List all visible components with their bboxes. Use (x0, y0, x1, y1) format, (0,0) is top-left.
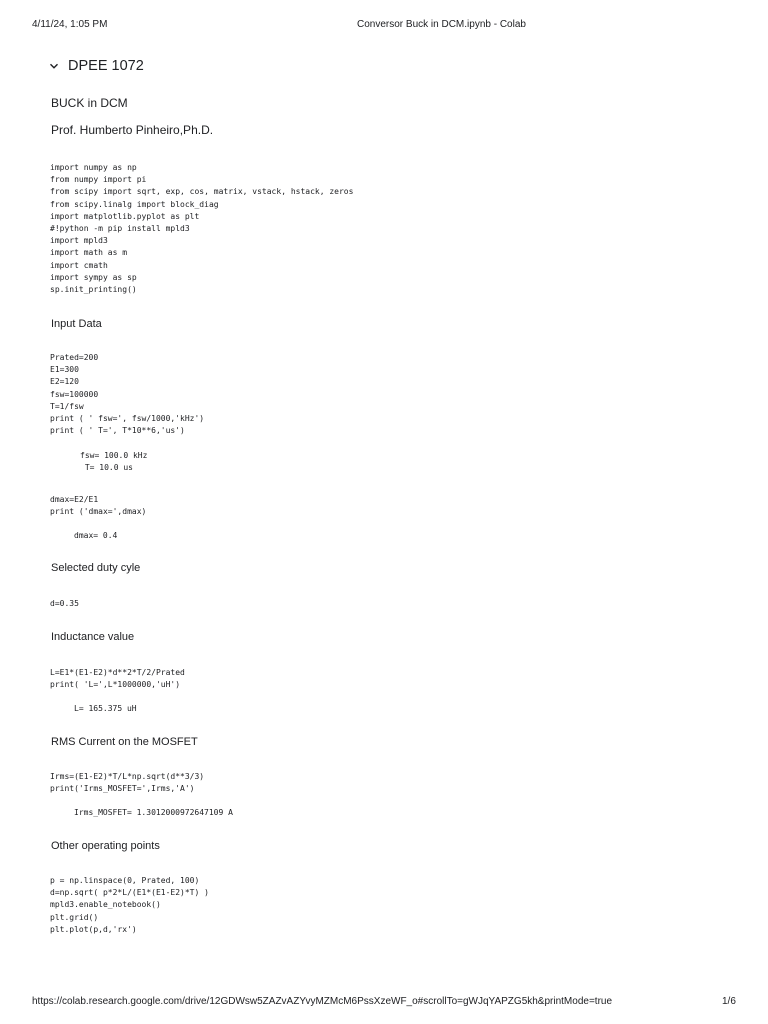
code-cell-input-data[interactable]: Prated=200 E1=300 E2=120 fsw=100000 T=1/fsw print ( ' fsw=', fsw/1000,'kHz') print ( ' T=', T*10**6,'us') (50, 353, 205, 436)
code-cell-dmax[interactable]: dmax=E2/E1 print ('dmax=',dmax) (50, 495, 147, 517)
markdown-rms-current: RMS Current on the MOSFET (51, 736, 198, 748)
chevron-down-icon[interactable] (48, 60, 60, 72)
print-date: 4/11/24, 1:05 PM (32, 19, 108, 30)
output-input-data: fsw= 100.0 kHz T= 10.0 us (80, 451, 148, 473)
code-cell-other-points[interactable]: p = np.linspace(0, Prated, 100) d=np.sqrt( p*2*L/(E1*(E1-E2)*T) ) mpld3.enable_notebook() plt.grid() plt.plot(p,d,'rx') (50, 876, 209, 934)
code-cell-duty[interactable]: d=0.35 (50, 599, 79, 608)
code-cell-imports[interactable]: import numpy as np from numpy import pi from scipy import sqrt, exp, cos, matrix, vstack, hstack, zeros from scipy.linalg import block_diag import matplotlib.pyplot as plt #!python -m pip install mpld3 import mpld3 import math as m import cmath import sympy as sp sp.init_printing() (50, 163, 354, 295)
author-line: Prof. Humberto Pinheiro,Ph.D. (51, 123, 214, 137)
document-title: Conversor Buck in DCM.ipynb - Colab (357, 19, 526, 30)
output-rms: Irms_MOSFET= 1.3012000972647109 A (74, 808, 233, 817)
print-header (0, 0, 768, 40)
section-heading[interactable] (48, 58, 144, 74)
page-url: https://colab.research.google.com/drive/12GDWsw5ZAZvAZYvyMZMcM6PssXzeWF_o#scrollTo=gWJqYAPZG5kh&printMode=true (32, 996, 613, 1007)
markdown-duty-cycle: Selected duty cyle (51, 562, 141, 574)
section-title: DPEE 1072 (68, 58, 144, 74)
code-cell-rms[interactable]: Irms=(E1-E2)*T/L*np.sqrt(d**3/3) print('Irms_MOSFET=',Irms,'A') (50, 772, 205, 794)
markdown-other-points: Other operating points (51, 840, 160, 852)
page-number: 1/6 (722, 996, 736, 1007)
markdown-inductance: Inductance value (51, 631, 135, 643)
notebook-subtitle: BUCK in DCM (51, 96, 128, 110)
output-dmax: dmax= 0.4 (74, 531, 118, 540)
code-cell-inductance[interactable]: L=E1*(E1-E2)*d**2*T/2/Prated print( 'L=',L*1000000,'uH') (50, 668, 185, 690)
markdown-input-data: Input Data (51, 318, 102, 330)
output-inductance: L= 165.375 uH (74, 704, 137, 713)
